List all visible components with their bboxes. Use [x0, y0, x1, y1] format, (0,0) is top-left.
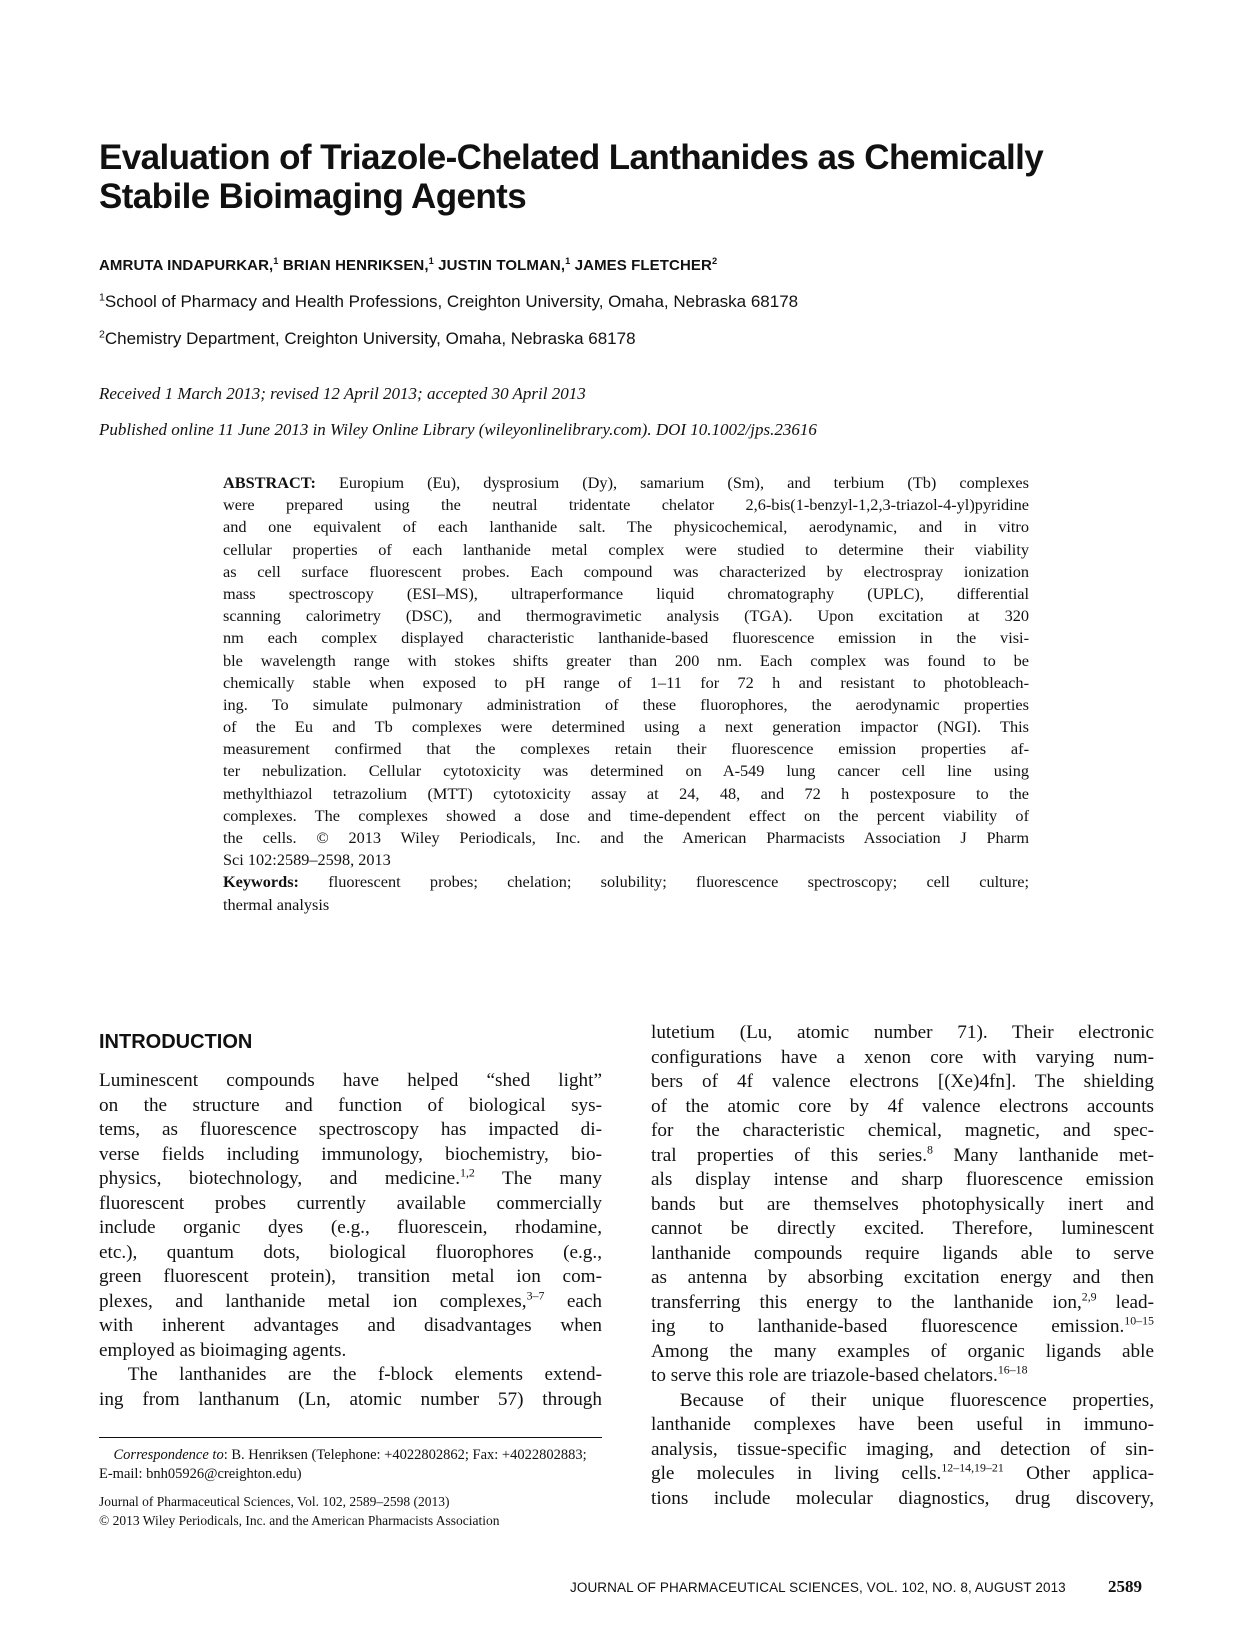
keywords-text: fluorescent probes; chelation; solubility; fluorescence spectroscopy; cell culture;	[298, 872, 1029, 892]
body-line	[651, 1046, 1154, 1071]
journal-line: Journal of Pharmaceutical Sciences, Vol. 102, 2589–2598 (2013)	[99, 1494, 450, 1509]
body-text: The lanthanides are the f-block elements extend-	[99, 1364, 602, 1385]
body-text: Many lanthanide met-	[933, 1144, 1155, 1166]
abstract-line-text: mass spectroscopy (ESI–MS), ultraperformance liquid chromatography (UPLC), differential	[223, 583, 1029, 603]
abstract-line-text: ing. To simulate pulmonary administration of these fluorophores, the aerodynamic properties	[223, 694, 1029, 714]
citation-ref: 1,2	[460, 1165, 475, 1180]
keywords-text: thermal analysis	[223, 894, 330, 914]
body-line	[651, 1413, 1154, 1438]
abstract-line-text: complexes. The complexes showed a dose and time-dependent effect on the percent viability of	[223, 805, 1029, 825]
body-text: lanthanide compounds require ligands able to serve	[651, 1242, 1154, 1264]
abstract-line	[223, 694, 1029, 716]
abstract-line-text: ble wavelength range with stokes shifts greater than 200 nm. Each complex was found to be	[223, 650, 1029, 670]
body-line	[99, 1339, 602, 1364]
keywords-line	[223, 894, 1029, 916]
affil-marker: 2	[99, 328, 105, 341]
citation-ref: 8	[927, 1142, 933, 1157]
affiliation-2	[99, 329, 636, 349]
body-line	[651, 1242, 1154, 1267]
body-line	[651, 1193, 1154, 1218]
abstract-line	[223, 827, 1029, 849]
body-text: bers of 4f valence electrons [(Xe)4fn]. The shielding	[651, 1071, 1154, 1092]
abstract-line-text: scanning calorimetry (DSC), and thermogravimetic analysis (TGA). Upon excitation at 320	[223, 606, 1029, 626]
body-text: tems, as fluorescence spectroscopy has impacted di-	[99, 1119, 602, 1140]
body-text: gle molecules in living cells.	[651, 1463, 942, 1484]
body-line	[651, 1487, 1154, 1512]
author-list	[99, 257, 717, 274]
body-line	[651, 1021, 1154, 1046]
abstract-line	[223, 583, 1029, 605]
body-line	[99, 1363, 602, 1388]
body-line	[651, 1266, 1154, 1291]
body-text: for the characteristic chemical, magnetic, and spec-	[651, 1120, 1154, 1141]
correspondence-text: : B. Henriksen (Telephone: +4022802862; Fax: +4022802883; E-mail: bnh05926@creighton.edu)	[99, 1447, 587, 1482]
abstract-line-text: and one equivalent of each lanthanide salt. The physicochemical, aerodynamic, and in vitro	[223, 517, 1029, 537]
author-name: JAMES FLETCHER	[570, 257, 712, 274]
body-text: Other applica-	[1003, 1463, 1155, 1484]
abstract-line-text: cellular properties of each lanthanide metal complex were studied to determine their viability	[223, 539, 1029, 559]
citation-ref: 16–18	[997, 1362, 1028, 1377]
body-line	[99, 1069, 602, 1094]
affil-text: Chemistry Department, Creighton University, Omaha, Nebraska 68178	[104, 329, 636, 348]
abstract-line	[223, 650, 1029, 672]
body-text: ing from lanthanum (Ln, atomic number 57) through	[99, 1388, 602, 1410]
body-line	[99, 1216, 602, 1241]
abstract-line	[223, 783, 1029, 805]
author-name: JUSTIN TOLMAN,	[433, 257, 566, 274]
affil-text: School of Pharmacy and Health Professions, Creighton University, Omaha, Nebraska 68178	[104, 292, 799, 311]
body-text: bands but are themselves photophysically inert and	[651, 1193, 1154, 1215]
body-text: tral properties of this series.	[651, 1144, 928, 1166]
body-text: fluorescent probes currently available commercially	[99, 1192, 602, 1214]
abstract-line	[223, 472, 1029, 494]
body-line	[99, 1143, 602, 1168]
body-text: lutetium (Lu, atomic number 71). Their electronic	[651, 1022, 1154, 1043]
body-text: to serve this role are triazole-based chelators.	[651, 1365, 998, 1386]
body-line	[651, 1070, 1154, 1095]
abstract-line-text: were prepared using the neutral tridentate chelator 2,6-bis(1-benzyl-1,2,3-triazol-4-yl)pyridine	[223, 495, 1029, 515]
body-text: analysis, tissue-specific imaging, and detection of sin-	[651, 1438, 1154, 1460]
body-line	[99, 1241, 602, 1266]
affil-marker: 1	[99, 291, 105, 304]
body-line	[99, 1094, 602, 1119]
body-text: Among the many examples of organic ligands able	[651, 1340, 1154, 1362]
body-text: als display intense and sharp fluorescence emission	[651, 1169, 1154, 1190]
abstract-line	[223, 605, 1029, 627]
abstract-line	[223, 672, 1029, 694]
body-line	[99, 1192, 602, 1217]
body-line	[651, 1462, 1154, 1487]
running-footer: JOURNAL OF PHARMACEUTICAL SCIENCES, VOL. 102, NO. 8, AUGUST 2013	[570, 1580, 1066, 1595]
body-text: verse fields including immunology, biochemistry, bio-	[99, 1143, 602, 1165]
body-line	[99, 1388, 602, 1413]
left-column-text	[99, 1069, 602, 1412]
abstract-line-text: chemically stable when exposed to pH range of 1–11 for 72 h and resistant to photobleach-	[223, 672, 1029, 692]
section-heading-introduction: INTRODUCTION	[99, 1031, 253, 1053]
body-line	[99, 1314, 602, 1339]
citation-ref: 10–15	[1124, 1313, 1154, 1328]
abstract-line-text: nm each complex displayed characteristic lanthanide-based fluorescence emission in the visi-	[223, 628, 1029, 648]
body-line	[651, 1168, 1154, 1193]
body-line	[651, 1389, 1154, 1414]
abstract-line	[223, 760, 1029, 782]
abstract-line	[223, 716, 1029, 738]
body-line	[651, 1217, 1154, 1242]
body-text: on the structure and function of biological sys-	[99, 1094, 602, 1116]
body-text: transferring this energy to the lanthanide ion,	[651, 1291, 1082, 1313]
affiliation-1	[99, 292, 798, 312]
body-line	[651, 1095, 1154, 1120]
body-text: each	[544, 1290, 602, 1312]
body-text: of the atomic core by 4f valence electrons accounts	[651, 1095, 1154, 1117]
title-line: Evaluation of Triazole-Chelated Lanthanides as Chemically	[99, 138, 1044, 177]
body-text: The many	[474, 1168, 602, 1189]
abstract-line	[223, 539, 1029, 561]
correspondence-label: Correspondence to	[113, 1447, 224, 1463]
body-text: ing to lanthanide-based fluorescence emission.	[651, 1316, 1125, 1337]
body-line	[651, 1291, 1154, 1316]
body-text: Luminescent compounds have helped “shed light”	[99, 1070, 602, 1091]
publication-info: Published online 11 June 2013 in Wiley Online Library (wileyonlinelibrary.com). DOI 10.1002/jps.23616	[99, 420, 817, 439]
body-line	[651, 1340, 1154, 1365]
footnote-divider	[99, 1437, 602, 1438]
body-text: green fluorescent protein), transition metal ion com-	[99, 1266, 602, 1287]
body-text: with inherent advantages and disadvantages when	[99, 1315, 602, 1336]
right-column-text	[651, 1021, 1154, 1511]
abstract-line	[223, 738, 1029, 760]
abstract-line-text: methylthiazol tetrazolium (MTT) cytotoxicity assay at 24, 48, and 72 h postexposure to the	[223, 783, 1029, 803]
correspondence-note	[99, 1446, 602, 1484]
body-line	[651, 1315, 1154, 1340]
journal-citation	[99, 1492, 500, 1530]
keywords-label: Keywords:	[223, 872, 299, 892]
abstract-line	[223, 561, 1029, 583]
abstract-line-text: as cell surface fluorescent probes. Each compound was characterized by electrospray ionization	[223, 561, 1029, 581]
abstract-line-text: Europium (Eu), dysprosium (Dy), samarium (Sm), and terbium (Tb) complexes	[315, 473, 1029, 492]
author-affil-marker: 2	[711, 256, 718, 266]
body-text: Because of their unique fluorescence properties,	[651, 1389, 1154, 1411]
body-line	[651, 1438, 1154, 1463]
body-text: include organic dyes (e.g., fluorescein, rhodamine,	[99, 1217, 602, 1238]
body-line	[651, 1144, 1154, 1169]
abstract-line	[223, 627, 1029, 649]
body-line	[99, 1167, 602, 1192]
body-line	[99, 1265, 602, 1290]
author-affil-marker: 1	[273, 256, 279, 266]
body-text: plexes, and lanthanide metal ion complexes,	[99, 1290, 527, 1312]
copyright-line: © 2013 Wiley Periodicals, Inc. and the American Pharmacists Association	[99, 1513, 500, 1528]
keywords-line	[223, 871, 1029, 893]
abstract-line	[223, 849, 1029, 871]
body-text: configurations have a xenon core with varying num-	[651, 1046, 1154, 1068]
body-text: employed as bioimaging agents.	[99, 1339, 347, 1361]
abstract-line	[223, 805, 1029, 827]
body-line	[99, 1118, 602, 1143]
abstract-line-text: of the Eu and Tb complexes were determined using a next generation impactor (NGI). This	[223, 717, 1029, 737]
body-text: cannot be directly excited. Therefore, luminescent	[651, 1218, 1154, 1239]
abstract-line-text: ter nebulization. Cellular cytotoxicity was determined on A-549 lung cancer cell line using	[223, 761, 1029, 781]
citation-ref: 12–14,19–21	[941, 1460, 1004, 1475]
paper-title	[99, 138, 1043, 216]
body-text: tions include molecular diagnostics, drug discovery,	[651, 1487, 1154, 1509]
body-text: lanthanide complexes have been useful in immuno-	[651, 1414, 1154, 1435]
body-text: physics, biotechnology, and medicine.	[99, 1168, 460, 1189]
author-affil-marker: 1	[428, 256, 434, 266]
author-affil-marker: 1	[565, 256, 571, 266]
abstract	[223, 472, 1029, 916]
abstract-line	[223, 494, 1029, 516]
abstract-line-text: Sci 102:2589–2598, 2013	[223, 850, 391, 870]
author-name: BRIAN HENRIKSEN,	[278, 257, 429, 274]
body-text: etc.), quantum dots, biological fluorophores (e.g.,	[99, 1241, 602, 1263]
abstract-line-text: the cells. © 2013 Wiley Periodicals, Inc. and the American Pharmacists Association J Pharm	[223, 828, 1029, 847]
author-name: AMRUTA INDAPURKAR,	[99, 257, 274, 274]
body-text: lead-	[1096, 1291, 1154, 1313]
title-line: Stabile Bioimaging Agents	[99, 177, 527, 216]
body-line	[651, 1364, 1154, 1389]
citation-ref: 3–7	[526, 1288, 545, 1303]
body-line	[99, 1290, 602, 1315]
body-line	[651, 1119, 1154, 1144]
received-dates: Received 1 March 2013; revised 12 April 2013; accepted 30 April 2013	[99, 384, 586, 403]
citation-ref: 2,9	[1081, 1289, 1097, 1304]
body-text: as antenna by absorbing excitation energy and then	[651, 1267, 1154, 1288]
abstract-label: ABSTRACT:	[223, 473, 316, 492]
abstract-line	[223, 516, 1029, 538]
page-number: 2589	[1108, 1577, 1142, 1596]
abstract-line-text: measurement confirmed that the complexes retain their fluorescence emission properties af-	[223, 739, 1029, 759]
